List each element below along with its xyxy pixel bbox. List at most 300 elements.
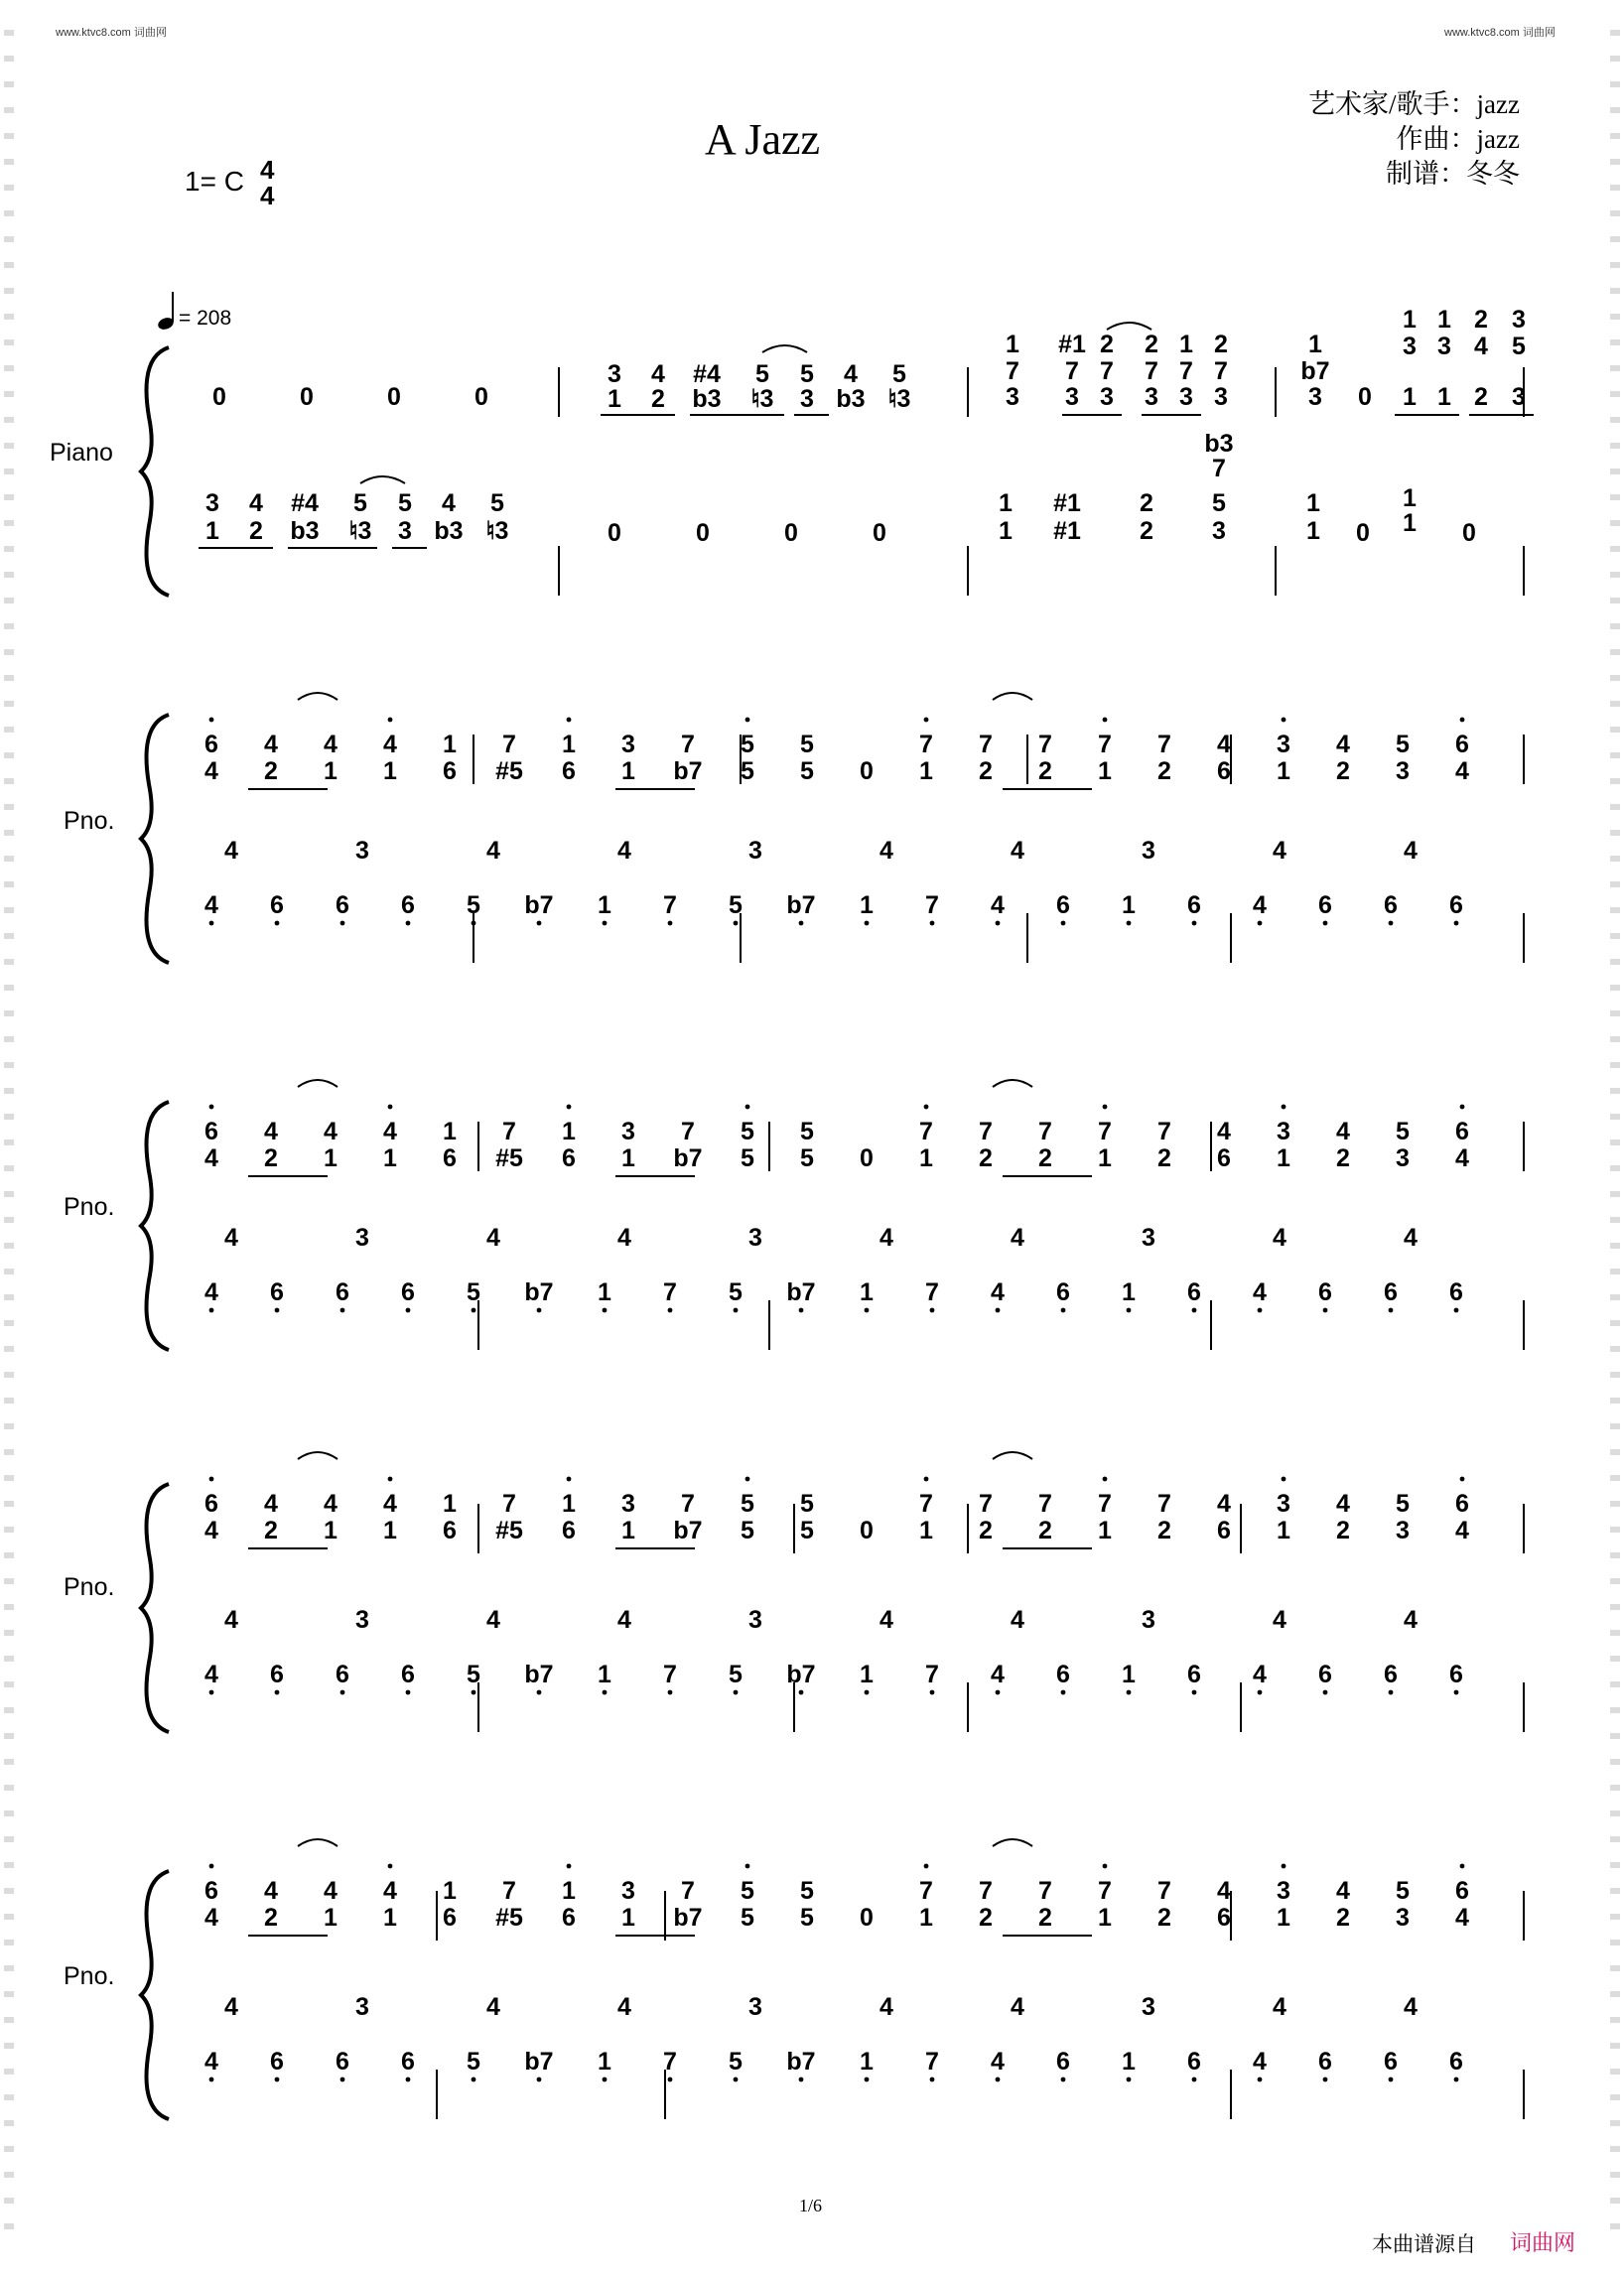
note-digit: 4 bbox=[324, 1490, 338, 1518]
note-digit: 3 bbox=[1396, 1144, 1410, 1172]
note-digit: 1 bbox=[1006, 331, 1019, 358]
note-digit: 4 bbox=[442, 489, 456, 517]
note-digit: 1 bbox=[1403, 484, 1417, 512]
instrument-label-system-2: Pno. bbox=[64, 807, 115, 835]
note-digit: 4 bbox=[1253, 1278, 1267, 1306]
note-digit: 3 bbox=[621, 1118, 635, 1145]
note-digit: 2 bbox=[1157, 757, 1171, 785]
note-digit: 1 bbox=[919, 757, 933, 785]
octave-dot bbox=[996, 921, 1001, 926]
note-digit: 1 bbox=[324, 1517, 338, 1544]
note-digit: 6 bbox=[1318, 1661, 1332, 1688]
note-digit: b7 bbox=[1300, 357, 1330, 385]
note-digit: 1 bbox=[1437, 306, 1451, 334]
note-digit: 5 bbox=[741, 757, 754, 785]
note-digit: 5 bbox=[1396, 1118, 1410, 1145]
note-digit: 3 bbox=[621, 1490, 635, 1518]
octave-dot bbox=[209, 1477, 214, 1482]
note-digit: 1 bbox=[598, 891, 611, 919]
octave-dot bbox=[388, 1864, 393, 1869]
rest-zero: 0 bbox=[1356, 519, 1370, 547]
note-digit: 7 bbox=[663, 891, 677, 919]
note-digit: 4 bbox=[991, 2048, 1005, 2076]
note-digit: 5 bbox=[741, 1118, 754, 1145]
note-digit: 4 bbox=[844, 360, 858, 388]
note-digit: 2 bbox=[1336, 1904, 1350, 1932]
key-signature: 1= C bbox=[185, 166, 244, 197]
rest-zero: 0 bbox=[212, 383, 226, 411]
note-digit: #5 bbox=[495, 1517, 523, 1544]
note-digit: 1 bbox=[999, 489, 1013, 517]
note-digit: b7 bbox=[786, 891, 816, 919]
note-digit: 5 bbox=[1396, 1877, 1410, 1905]
note-digit: 1 bbox=[1403, 306, 1417, 334]
note-digit: 7 bbox=[1214, 357, 1228, 385]
note-digit: 6 bbox=[204, 1118, 218, 1145]
note-digit: 4 bbox=[1273, 837, 1286, 865]
note-digit: 4 bbox=[324, 731, 338, 758]
note-digit: 5 bbox=[800, 1144, 814, 1172]
octave-dot bbox=[1389, 1690, 1394, 1695]
note-digit: 1 bbox=[999, 517, 1013, 545]
note-digit: b7 bbox=[786, 2048, 816, 2076]
note-digit: 5 bbox=[467, 891, 480, 919]
note-digit: 6 bbox=[1217, 757, 1231, 785]
note-digit: 6 bbox=[1187, 1278, 1201, 1306]
note-digit: 7 bbox=[979, 1490, 993, 1518]
note-digit: 5 bbox=[467, 2048, 480, 2076]
octave-dot bbox=[1192, 1690, 1197, 1695]
note-digit: 1 bbox=[562, 731, 576, 758]
note-digit: 1 bbox=[1277, 757, 1290, 785]
note-digit: 2 bbox=[1038, 757, 1052, 785]
note-digit: #1 bbox=[1053, 489, 1081, 517]
note-digit: 4 bbox=[486, 837, 500, 865]
note-digit: 4 bbox=[1455, 757, 1469, 785]
note-digit: 4 bbox=[383, 1490, 397, 1518]
note-digit: 6 bbox=[401, 891, 415, 919]
note-digit: 4 bbox=[264, 1118, 278, 1145]
octave-dot bbox=[1127, 2077, 1132, 2082]
octave-dot bbox=[924, 1105, 929, 1110]
note-digit: 7 bbox=[919, 731, 933, 758]
note-digit: 7 bbox=[681, 1490, 695, 1518]
octave-dot bbox=[275, 2077, 280, 2082]
note-digit: 5 bbox=[1396, 731, 1410, 758]
octave-dot bbox=[1460, 1477, 1465, 1482]
note-digit: 4 bbox=[617, 1993, 631, 2021]
octave-dot bbox=[603, 1690, 608, 1695]
note-digit: 1 bbox=[383, 1144, 397, 1172]
octave-dot bbox=[603, 921, 608, 926]
note-digit: 4 bbox=[991, 1278, 1005, 1306]
octave-dot bbox=[734, 1308, 739, 1313]
octave-dot bbox=[668, 2077, 673, 2082]
tie-arc bbox=[993, 1452, 1032, 1459]
octave-dot bbox=[1103, 718, 1108, 723]
note-digit: 1 bbox=[621, 1904, 635, 1932]
note-digit: b7 bbox=[673, 1904, 703, 1932]
octave-dot bbox=[1061, 921, 1066, 926]
note-digit: 1 bbox=[1403, 509, 1417, 537]
octave-dot bbox=[1061, 1308, 1066, 1313]
note-digit: 3 bbox=[398, 517, 412, 545]
octave-dot bbox=[668, 1690, 673, 1695]
note-digit: 5 bbox=[467, 1278, 480, 1306]
note-digit: 4 bbox=[486, 1993, 500, 2021]
octave-dot bbox=[406, 921, 411, 926]
note-digit: 7 bbox=[979, 1118, 993, 1145]
note-digit: 6 bbox=[443, 1144, 457, 1172]
note-digit: 7 bbox=[925, 2048, 939, 2076]
note-digit: 3 bbox=[1403, 333, 1417, 360]
instrument-label-system-4: Pno. bbox=[64, 1573, 115, 1601]
note-digit: 1 bbox=[383, 1904, 397, 1932]
note-digit: 3 bbox=[1437, 333, 1451, 360]
note-digit: 1 bbox=[443, 1118, 457, 1145]
note-digit: 6 bbox=[336, 2048, 349, 2076]
octave-dot bbox=[209, 1864, 214, 1869]
note-digit: 4 bbox=[880, 1993, 893, 2021]
octave-dot bbox=[1282, 1477, 1286, 1482]
note-digit: 6 bbox=[1187, 2048, 1201, 2076]
note-digit: 1 bbox=[621, 1144, 635, 1172]
note-digit: 3 bbox=[1396, 757, 1410, 785]
note-digit: ♮3 bbox=[485, 517, 509, 545]
note-digit: 2 bbox=[1336, 1517, 1350, 1544]
note-digit: 2 bbox=[979, 1517, 993, 1544]
octave-dot bbox=[924, 1477, 929, 1482]
octave-dot bbox=[209, 1105, 214, 1110]
note-digit: 6 bbox=[1217, 1904, 1231, 1932]
octave-dot bbox=[209, 921, 214, 926]
octave-dot bbox=[537, 2077, 542, 2082]
note-digit: 7 bbox=[919, 1877, 933, 1905]
note-digit: 3 bbox=[748, 1224, 762, 1252]
note-digit: b3 bbox=[290, 517, 320, 545]
note-digit: 0 bbox=[860, 1904, 874, 1932]
note-digit: 4 bbox=[1404, 1606, 1418, 1634]
note-digit: 1 bbox=[919, 1517, 933, 1544]
note-digit: 2 bbox=[1100, 331, 1114, 358]
octave-dot bbox=[340, 1308, 345, 1313]
note-digit: b3 bbox=[836, 385, 866, 413]
note-digit: 1 bbox=[1277, 1144, 1290, 1172]
note-digit: 4 bbox=[383, 1118, 397, 1145]
note-digit: 4 bbox=[1011, 837, 1024, 865]
note-digit: 1 bbox=[1277, 1904, 1290, 1932]
note-digit: 6 bbox=[1449, 1278, 1463, 1306]
note-digit: 4 bbox=[880, 1224, 893, 1252]
note-digit: 6 bbox=[336, 1661, 349, 1688]
note-digit: 6 bbox=[1318, 2048, 1332, 2076]
note-digit: 1 bbox=[1098, 1517, 1112, 1544]
note-digit: 5 bbox=[755, 360, 769, 388]
note-digit: 4 bbox=[1273, 1224, 1286, 1252]
note-digit: b7 bbox=[524, 1661, 554, 1688]
note-digit: 3 bbox=[1100, 383, 1114, 411]
note-digit: 6 bbox=[1056, 891, 1070, 919]
note-digit: 6 bbox=[1455, 1118, 1469, 1145]
tie-arc bbox=[993, 693, 1032, 700]
note-digit: 4 bbox=[249, 489, 263, 517]
note-digit: 4 bbox=[1217, 1490, 1231, 1518]
octave-dot bbox=[865, 1690, 870, 1695]
note-digit: 2 bbox=[1336, 1144, 1350, 1172]
octave-dot bbox=[603, 1308, 608, 1313]
note-digit: 1 bbox=[1403, 383, 1417, 411]
note-digit: 3 bbox=[355, 1993, 369, 2021]
rest-zero: 0 bbox=[696, 519, 710, 547]
note-digit: 5 bbox=[467, 1661, 480, 1688]
octave-dot bbox=[472, 1690, 476, 1695]
note-digit: 5 bbox=[1212, 489, 1226, 517]
octave-dot bbox=[745, 1864, 750, 1869]
octave-dot bbox=[1192, 2077, 1197, 2082]
note-digit: 0 bbox=[860, 1517, 874, 1544]
note-digit: 5 bbox=[800, 1877, 814, 1905]
octave-dot bbox=[1061, 1690, 1066, 1695]
note-digit: 2 bbox=[979, 1904, 993, 1932]
note-digit: 6 bbox=[1318, 891, 1332, 919]
note-digit: 4 bbox=[1404, 1224, 1418, 1252]
note-digit: 5 bbox=[1396, 1490, 1410, 1518]
note-digit: 1 bbox=[1308, 331, 1322, 358]
note-digit: 6 bbox=[1056, 1661, 1070, 1688]
note-digit: 5 bbox=[800, 1517, 814, 1544]
note-digit: 1 bbox=[1179, 331, 1193, 358]
note-digit: 4 bbox=[617, 837, 631, 865]
note-digit: #4 bbox=[291, 489, 319, 517]
note-digit: 6 bbox=[1187, 891, 1201, 919]
note-digit: 2 bbox=[1140, 489, 1153, 517]
note-digit: b3 bbox=[692, 385, 722, 413]
note-digit: 4 bbox=[1253, 891, 1267, 919]
note-digit: 4 bbox=[1404, 1993, 1418, 2021]
note-digit: 7 bbox=[925, 1278, 939, 1306]
note-digit: 2 bbox=[1145, 331, 1158, 358]
note-digit: 6 bbox=[562, 1904, 576, 1932]
note-digit: 1 bbox=[324, 1904, 338, 1932]
note-digit: 1 bbox=[1098, 1144, 1112, 1172]
note-digit: 6 bbox=[270, 891, 284, 919]
octave-dot bbox=[209, 718, 214, 723]
octave-dot bbox=[799, 2077, 804, 2082]
note-digit: 7 bbox=[1038, 1490, 1052, 1518]
note-digit: 1 bbox=[562, 1877, 576, 1905]
octave-dot bbox=[1127, 921, 1132, 926]
note-digit: 3 bbox=[1214, 383, 1228, 411]
octave-dot bbox=[1454, 1690, 1459, 1695]
note-digit: 4 bbox=[1455, 1144, 1469, 1172]
note-digit: 7 bbox=[979, 731, 993, 758]
tie-arc bbox=[762, 345, 807, 352]
note-digit: 3 bbox=[205, 489, 219, 517]
note-digit: 1 bbox=[205, 517, 219, 545]
note-digit: 7 bbox=[663, 1661, 677, 1688]
octave-dot bbox=[930, 1690, 935, 1695]
note-digit: 2 bbox=[651, 385, 665, 413]
note-digit: 7 bbox=[1098, 1118, 1112, 1145]
note-digit: b7 bbox=[673, 1517, 703, 1544]
octave-dot bbox=[209, 1308, 214, 1313]
note-digit: 4 bbox=[1336, 1118, 1350, 1145]
note-digit: 5 bbox=[800, 757, 814, 785]
note-digit: 1 bbox=[1306, 517, 1320, 545]
note-digit: 4 bbox=[1217, 1118, 1231, 1145]
note-digit: 6 bbox=[1384, 1278, 1398, 1306]
note-digit: 5 bbox=[800, 1118, 814, 1145]
octave-dot bbox=[537, 921, 542, 926]
note-digit: 7 bbox=[1065, 357, 1079, 385]
note-digit: 2 bbox=[1157, 1904, 1171, 1932]
note-digit: 4 bbox=[324, 1877, 338, 1905]
note-digit: 1 bbox=[860, 1278, 874, 1306]
note-digit: 7 bbox=[1038, 1118, 1052, 1145]
note-digit: ♮3 bbox=[348, 517, 372, 545]
octave-dot bbox=[799, 1690, 804, 1695]
note-digit: 4 bbox=[204, 1517, 218, 1544]
octave-dot bbox=[996, 1690, 1001, 1695]
note-digit: 7 bbox=[502, 731, 516, 758]
note-digit: 4 bbox=[1455, 1517, 1469, 1544]
time-signature-top: 4 bbox=[260, 155, 275, 185]
page-number: 1/6 bbox=[799, 2196, 823, 2215]
note-digit: b7 bbox=[673, 757, 703, 785]
note-digit: 2 bbox=[264, 757, 278, 785]
note-digit: 7 bbox=[1157, 1118, 1171, 1145]
octave-dot bbox=[275, 921, 280, 926]
note-digit: 7 bbox=[1098, 1877, 1112, 1905]
note-digit: 4 bbox=[224, 1606, 238, 1634]
note-digit: 4 bbox=[204, 1904, 218, 1932]
note-digit: 4 bbox=[880, 837, 893, 865]
note-digit: 4 bbox=[617, 1606, 631, 1634]
note-digit: 4 bbox=[991, 891, 1005, 919]
tie-arc bbox=[298, 1452, 338, 1459]
note-digit: 3 bbox=[1065, 383, 1079, 411]
note-digit: 6 bbox=[401, 2048, 415, 2076]
note-digit: 7 bbox=[1038, 731, 1052, 758]
rest-zero: 0 bbox=[873, 519, 886, 547]
note-digit: 7 bbox=[663, 2048, 677, 2076]
tie-arc bbox=[993, 1839, 1032, 1846]
time-signature-bottom: 4 bbox=[260, 181, 275, 210]
octave-dot bbox=[388, 1477, 393, 1482]
note-digit: b7 bbox=[524, 891, 554, 919]
octave-dot bbox=[567, 1105, 572, 1110]
note-digit: 1 bbox=[860, 891, 874, 919]
note-digit: 6 bbox=[1056, 2048, 1070, 2076]
note-digit: 7 bbox=[979, 1877, 993, 1905]
note-digit: 1 bbox=[443, 1877, 457, 1905]
note-digit: 3 bbox=[1006, 383, 1019, 411]
note-digit: 1 bbox=[324, 1144, 338, 1172]
note-digit: ♮3 bbox=[750, 385, 774, 413]
note-digit: 1 bbox=[1098, 1904, 1112, 1932]
note-digit: 4 bbox=[264, 1490, 278, 1518]
note-digit: #1 bbox=[1058, 331, 1086, 358]
note-digit: 1 bbox=[1122, 891, 1136, 919]
note-digit: 4 bbox=[224, 1224, 238, 1252]
note-digit: 4 bbox=[264, 731, 278, 758]
note-digit: 6 bbox=[1217, 1144, 1231, 1172]
note-digit: 3 bbox=[1145, 383, 1158, 411]
note-digit: 7 bbox=[502, 1877, 516, 1905]
note-digit: 1 bbox=[383, 1517, 397, 1544]
note-digit: b7 bbox=[786, 1661, 816, 1688]
octave-dot bbox=[924, 718, 929, 723]
note-digit: 3 bbox=[1212, 517, 1226, 545]
note-digit: 6 bbox=[1449, 2048, 1463, 2076]
note-digit: 3 bbox=[748, 837, 762, 865]
note-digit: 5 bbox=[741, 1877, 754, 1905]
note-digit: 4 bbox=[1217, 1877, 1231, 1905]
note-digit: 3 bbox=[1277, 1490, 1290, 1518]
note-digit: 7 bbox=[681, 1118, 695, 1145]
rest-zero: 0 bbox=[474, 383, 488, 411]
note-digit: 1 bbox=[621, 1517, 635, 1544]
note-digit: 6 bbox=[443, 1517, 457, 1544]
note-digit: 2 bbox=[979, 1144, 993, 1172]
note-digit: 5 bbox=[741, 1517, 754, 1544]
note-digit: 4 bbox=[383, 731, 397, 758]
note-digit: 6 bbox=[1384, 891, 1398, 919]
source-label: 本曲谱源自 bbox=[1372, 2233, 1476, 2256]
note-digit: 5 bbox=[800, 1490, 814, 1518]
note-digit: 6 bbox=[562, 1517, 576, 1544]
note-digit: 2 bbox=[979, 757, 993, 785]
octave-dot bbox=[734, 1690, 739, 1695]
note-digit: 1 bbox=[1122, 2048, 1136, 2076]
note-digit: 4 bbox=[1336, 1877, 1350, 1905]
octave-dot bbox=[745, 718, 750, 723]
note-digit: #5 bbox=[495, 1144, 523, 1172]
octave-dot bbox=[537, 1308, 542, 1313]
note-digit: 7 bbox=[1006, 357, 1019, 385]
note-digit: 3 bbox=[748, 1993, 762, 2021]
note-digit: 5 bbox=[353, 489, 367, 517]
source-site-link[interactable]: 词曲网 bbox=[1510, 2230, 1576, 2255]
note-digit: 5 bbox=[398, 489, 412, 517]
octave-dot bbox=[996, 2077, 1001, 2082]
note-digit: 3 bbox=[748, 1606, 762, 1634]
note-digit: 0 bbox=[860, 1144, 874, 1172]
note-digit: b7 bbox=[786, 1278, 816, 1306]
note-digit: 1 bbox=[1437, 383, 1451, 411]
octave-dot bbox=[1127, 1308, 1132, 1313]
note-digit: 3 bbox=[355, 1224, 369, 1252]
octave-dot bbox=[209, 2077, 214, 2082]
note-digit: 1 bbox=[383, 757, 397, 785]
note-digit: 5 bbox=[729, 891, 743, 919]
note-digit: 4 bbox=[651, 360, 665, 388]
octave-dot bbox=[734, 2077, 739, 2082]
rest-zero: 0 bbox=[1462, 519, 1476, 547]
instrument-label-piano: Piano bbox=[50, 439, 113, 467]
octave-dot bbox=[1192, 921, 1197, 926]
note-digit: 7 bbox=[1157, 1877, 1171, 1905]
note-digit: 6 bbox=[1455, 1877, 1469, 1905]
octave-dot bbox=[275, 1308, 280, 1313]
octave-dot bbox=[1454, 1308, 1459, 1313]
octave-dot bbox=[209, 1690, 214, 1695]
note-digit: 4 bbox=[1455, 1904, 1469, 1932]
octave-dot bbox=[865, 921, 870, 926]
note-digit: 4 bbox=[1253, 2048, 1267, 2076]
octave-dot bbox=[668, 1308, 673, 1313]
octave-dot bbox=[1454, 921, 1459, 926]
